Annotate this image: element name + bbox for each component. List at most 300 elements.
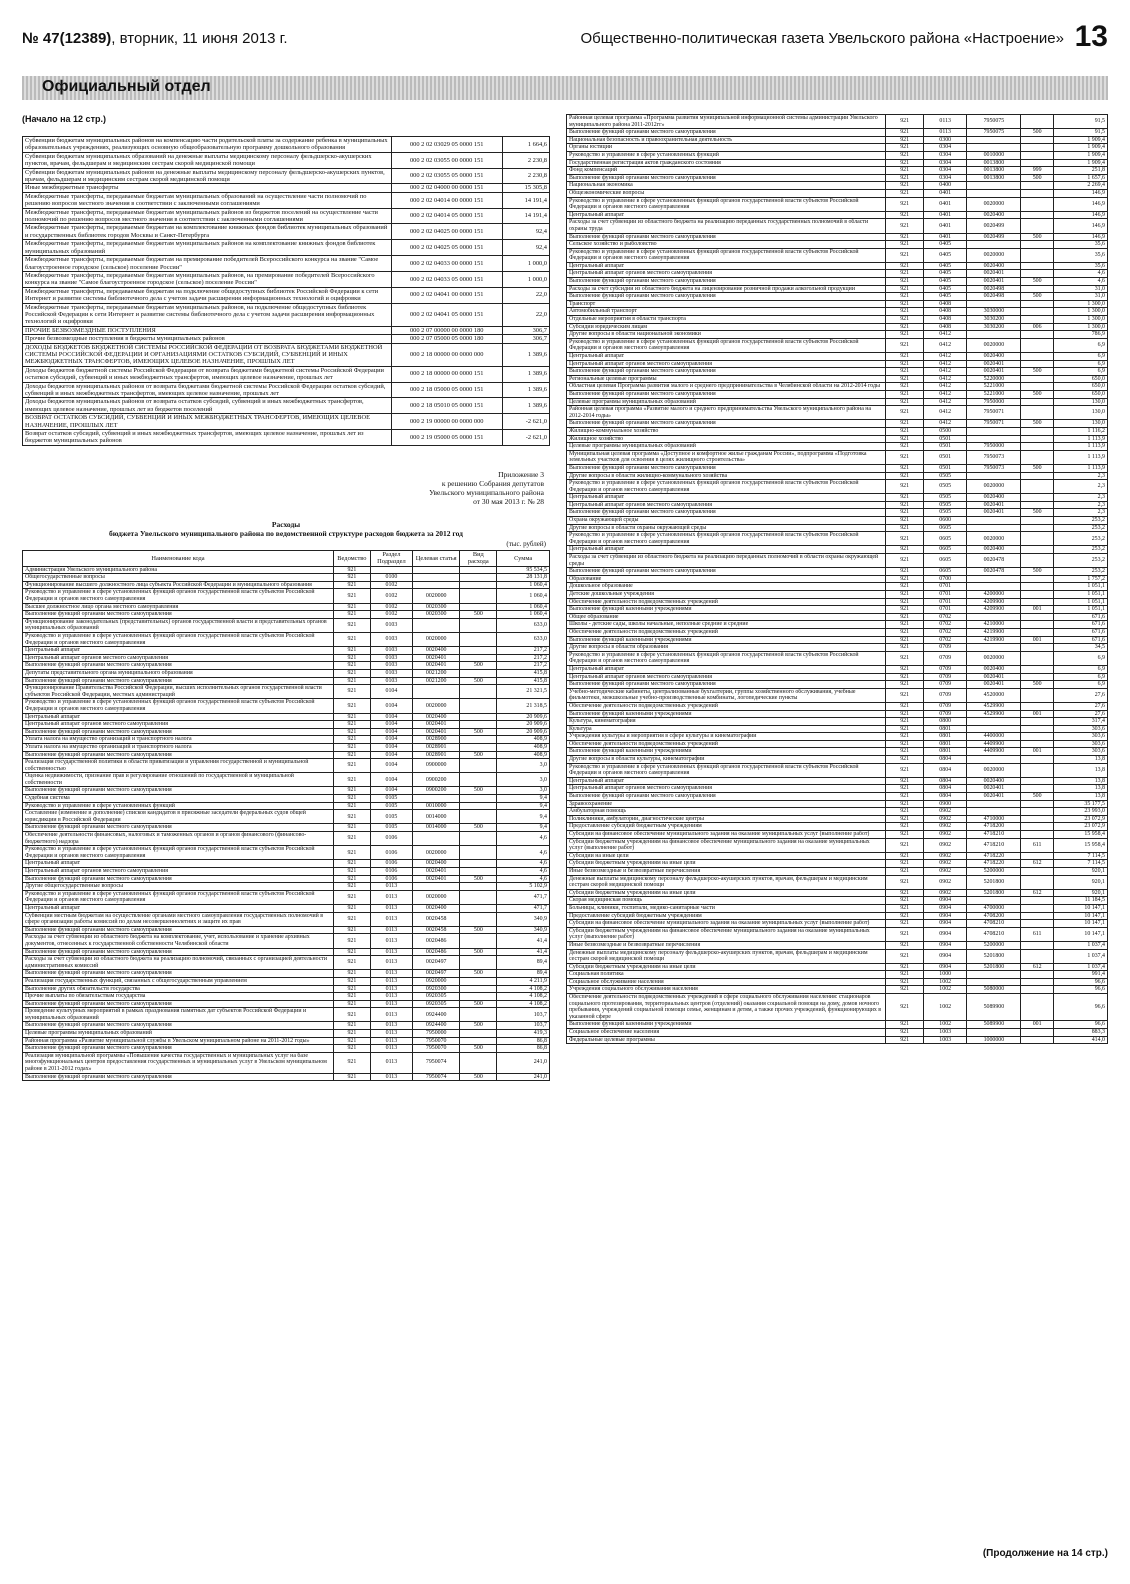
expense-section: 0904: [924, 941, 967, 949]
expense-sum: 6,9: [1053, 368, 1107, 376]
expense-target: 4520000: [967, 688, 1021, 702]
expense-sum: 4,6: [497, 868, 550, 876]
expense-section: 0304: [924, 159, 967, 167]
expense-dept: 921: [333, 736, 370, 744]
table-row: [567, 144, 1108, 152]
expense-type: [1021, 360, 1053, 368]
expense-type: 500: [1021, 174, 1053, 182]
expense-target: 4700000: [967, 904, 1021, 912]
expense-sum: 633,0: [497, 633, 550, 647]
table-row: [567, 583, 1108, 591]
expense-name: Национальная безопасность и правоохранительная деятельность: [567, 136, 886, 144]
expense-section: 0701: [924, 583, 967, 591]
expense-dept: 921: [886, 353, 924, 361]
table-row: [567, 1036, 1108, 1044]
expense-sum: 414,0: [1053, 1036, 1107, 1044]
expense-name: Выполнение функций органами местного самоуправления: [23, 1000, 334, 1008]
table-row: [23, 589, 550, 603]
expense-dept: 921: [886, 262, 924, 270]
page-number: 13: [1074, 20, 1108, 53]
expense-target: 0028901: [412, 743, 459, 751]
expense-type: 001: [1021, 1021, 1053, 1029]
expense-type: [1021, 517, 1053, 525]
expense-section: 0401: [924, 197, 967, 211]
expense-dept: 921: [886, 756, 924, 764]
expense-sum: 415,8: [497, 677, 550, 685]
expense-target: 0920000: [412, 977, 459, 985]
expense-name: Центральный аппарат органов местного самоуправления: [567, 501, 886, 509]
table-row: [567, 920, 1108, 928]
expense-dept: 921: [886, 323, 924, 331]
expense-sum: 1 300,0: [1053, 316, 1107, 324]
expense-type: [460, 618, 497, 632]
expense-name: Руководство и управление в сфере установленных функций органов государственной власти субъектов Российской Федерации и органов местного самоуправления: [23, 890, 334, 904]
expense-type: [1021, 688, 1053, 702]
expense-dept: 921: [333, 868, 370, 876]
expense-sum: 146,9: [1053, 197, 1107, 211]
expense-sum: 9,4: [497, 810, 550, 824]
expense-section: 0412: [924, 398, 967, 406]
expense-section: 0103: [370, 647, 412, 655]
expense-section: 0605: [924, 554, 967, 568]
expense-target: 0900200: [412, 787, 459, 795]
expense-type: [1021, 800, 1053, 808]
table-row: [23, 1052, 550, 1073]
expense-name: Расходы за счет субвенции из областного бюджета на реализацию полномочий, связанных с организацией деятельности административных комиссий: [23, 956, 334, 970]
expense-target: 7950070: [412, 1037, 459, 1045]
income-sum: 15 305,8: [502, 184, 549, 192]
expense-section: 0113: [924, 115, 967, 129]
expense-type: [1021, 472, 1053, 480]
expense-sum: 1 909,4: [1053, 136, 1107, 144]
expense-target: 0020458: [412, 912, 459, 926]
expense-name: Руководство и управление в сфере установленных функций органов государственной власти субъектов Российской Федерации и органов местного самоуправления: [567, 338, 886, 352]
expense-type: [1021, 740, 1053, 748]
expense-section: 0304: [924, 144, 967, 152]
expense-name: Руководство и управление в сфере установленных функций органов государственной власти субъектов Российской Федерации и органов местного самоуправления: [23, 846, 334, 860]
table-row: [23, 581, 550, 589]
expense-section: 0501: [924, 450, 967, 464]
table-row: [567, 316, 1108, 324]
expense-sum: 96,6: [1053, 986, 1107, 994]
expense-sum: 419,3: [497, 1030, 550, 1038]
expense-type: [1021, 756, 1053, 764]
expense-dept: 921: [886, 144, 924, 152]
expense-sum: 21 321,5: [497, 685, 550, 699]
expense-type: [1021, 673, 1053, 681]
expense-type: [1021, 831, 1053, 839]
expense-type: [1021, 702, 1053, 710]
table-row: [567, 501, 1108, 509]
table-row: [567, 524, 1108, 532]
expense-type: [1021, 651, 1053, 665]
income-sum: 1 389,6: [502, 366, 549, 382]
expense-sum: 3,0: [497, 787, 550, 795]
expense-type: [1021, 443, 1053, 451]
expense-section: 0505: [924, 501, 967, 509]
expense-section: 0103: [370, 654, 412, 662]
expense-name: Региональные целевые программы: [567, 375, 886, 383]
expense-dept: 921: [886, 233, 924, 241]
expense-name: Скорая медицинская помощь: [567, 897, 886, 905]
expense-dept: 921: [886, 702, 924, 710]
expense-name: Жилищно-коммунальное хозяйство: [567, 427, 886, 435]
expense-sum: 2,3: [1053, 480, 1107, 494]
expense-dept: 921: [886, 443, 924, 451]
expense-target: [967, 136, 1021, 144]
table-row: [23, 934, 550, 948]
expense-name: Субсидии на финансовое обеспечение муниципального задания на оказание муниципальных услуг (выполнение работ): [567, 831, 886, 839]
income-code: 000 2 02 04041 00 0000 151: [391, 287, 502, 303]
income-row: [23, 208, 550, 224]
income-sum: 1 389,6: [502, 398, 549, 414]
table-row: [567, 725, 1108, 733]
expense-section: 0113: [370, 912, 412, 926]
expense-name: Выполнение функций органами местного самоуправления: [23, 677, 334, 685]
income-row: [23, 343, 550, 366]
expense-type: [460, 1030, 497, 1038]
expense-sum: 1 909,4: [1053, 144, 1107, 152]
expense-target: 0010000: [412, 802, 459, 810]
expense-sum: 6,9: [1053, 681, 1107, 689]
expense-name: Выполнение функций органами местного самоуправления: [567, 681, 886, 689]
expense-target: [967, 808, 1021, 816]
expense-dept: 921: [886, 591, 924, 599]
expense-sum: 10 147,1: [1053, 912, 1107, 920]
expense-type: [1021, 941, 1053, 949]
expense-target: 4200000: [967, 591, 1021, 599]
expense-name: Выполнение функций казенными учреждениями: [567, 636, 886, 644]
expense-target: 7950000: [967, 398, 1021, 406]
expense-sum: 303,6: [1053, 748, 1107, 756]
expense-sum: 671,6: [1053, 628, 1107, 636]
table-row: [567, 628, 1108, 636]
expense-target: 5201800: [967, 875, 1021, 889]
expense-target: 7950000: [967, 443, 1021, 451]
expense-name: Выполнение функций органами местного самоуправления: [23, 728, 334, 736]
income-code: 000 2 02 04033 05 0000 151: [391, 271, 502, 287]
table-row: [567, 740, 1108, 748]
expense-dept: 921: [886, 568, 924, 576]
table-row: [567, 494, 1108, 502]
expense-type: [460, 802, 497, 810]
expense-type: [1021, 554, 1053, 568]
expense-dept: 921: [886, 763, 924, 777]
expense-sum: 1 060,4: [497, 589, 550, 603]
expense-name: Социальное обслуживание населения: [567, 978, 886, 986]
expense-dept: 921: [333, 1008, 370, 1022]
expense-name: Субсидии бюджетным учреждениям на финансовое обеспечение муниципального задания на оказание муниципальных услуг (выполнение работ): [567, 838, 886, 852]
expense-type: 500: [1021, 568, 1053, 576]
expense-name: Социальное обеспечение населения: [567, 1029, 886, 1037]
expense-name: Центральный аппарат органов местного самоуправления: [567, 270, 886, 278]
expense-type: [460, 993, 497, 1001]
expense-sum: 9,4: [497, 802, 550, 810]
expense-name: Субвенции местным бюджетам на осуществление органами местного самоуправления государственных полномочий в сфере организации работы комиссий по делам несовершеннолетних и защите их прав: [23, 912, 334, 926]
expense-name: Районная целевая программа «Развитие малого и среднего предпринимательства Увельского муниципального района на 2012-2014 годы»: [567, 406, 886, 420]
expense-type: [1021, 994, 1053, 1021]
expense-dept: 921: [333, 713, 370, 721]
income-name: Иные межбюджетные трансферты: [23, 184, 392, 192]
expense-target: 4708210: [967, 920, 1021, 928]
expense-sum: 1 051,1: [1053, 583, 1107, 591]
table-row: [567, 115, 1108, 129]
expense-sum: 3,0: [497, 773, 550, 787]
expense-name: Целевые программы муниципальных образований: [567, 443, 886, 451]
expense-dept: 921: [886, 606, 924, 614]
expense-target: [967, 524, 1021, 532]
expense-type: 006: [1021, 323, 1053, 331]
expense-dept: 921: [886, 293, 924, 301]
expense-type: [460, 773, 497, 787]
expense-target: 0014000: [412, 824, 459, 832]
expense-section: 0505: [924, 472, 967, 480]
expense-type: [460, 846, 497, 860]
expense-target: [967, 575, 1021, 583]
expense-name: Выполнение функций органами местного самоуправления: [23, 875, 334, 883]
expense-section: 0113: [370, 970, 412, 978]
expense-type: [460, 743, 497, 751]
table-row: [567, 889, 1108, 897]
income-name: Межбюджетные трансферты, передаваемые бюджетам на комплектование книжных фондов библиотек муниципальных образований и государственных библиотек городов Москвы и Санкт-Петербурга: [23, 224, 392, 240]
expense-target: 0920305: [412, 1000, 459, 1008]
expense-target: 5220000: [967, 375, 1021, 383]
income-code: 000 2 18 00000 00 0000 000: [391, 343, 502, 366]
expense-type: [460, 890, 497, 904]
expense-section: 0113: [370, 1037, 412, 1045]
expense-target: 0020401: [967, 270, 1021, 278]
income-name: Субвенции бюджетам муниципальных образований на денежные выплаты медицинскому персоналу фельдшерско-акушерских пунктов, врачам, фельдшерам и медицинским сестрам скорой медицинской помощи: [23, 152, 392, 168]
expense-type: [460, 912, 497, 926]
expense-name: Органы юстиции: [567, 144, 886, 152]
expense-dept: 921: [333, 647, 370, 655]
expense-target: 7950070: [412, 1045, 459, 1053]
expense-target: 3030200: [967, 323, 1021, 331]
table-row: [567, 815, 1108, 823]
table-row: [567, 182, 1108, 190]
expense-name: Выполнение функций органами местного самоуправления: [567, 174, 886, 182]
expense-type: 500: [460, 875, 497, 883]
expense-sum: 35,6: [1053, 248, 1107, 262]
expense-dept: 921: [886, 875, 924, 889]
expense-target: 7950071: [967, 406, 1021, 420]
expense-name: Выполнение функций органами местного самоуправления: [567, 509, 886, 517]
table-row: [23, 970, 550, 978]
expense-sum: 146,9: [1053, 219, 1107, 233]
expense-dept: 921: [886, 748, 924, 756]
table-row: [567, 189, 1108, 197]
expense-section: 0902: [924, 867, 967, 875]
expense-dept: 921: [886, 368, 924, 376]
expense-type: 001: [1021, 748, 1053, 756]
expense-dept: 921: [886, 248, 924, 262]
expense-target: 4710000: [967, 815, 1021, 823]
expense-name: Выполнение функций органами местного самоуправления: [23, 1045, 334, 1053]
expense-sum: 20 909,6: [497, 728, 550, 736]
table-row: [567, 331, 1108, 339]
table-row: [567, 621, 1108, 629]
table-row: [23, 787, 550, 795]
expense-sum: 86,8: [497, 1045, 550, 1053]
table-row: [567, 233, 1108, 241]
expense-name: Центральный аппарат: [567, 665, 886, 673]
expense-name: Общегосударственные вопросы: [23, 574, 334, 582]
expense-target: [412, 566, 459, 574]
expense-dept: 921: [886, 480, 924, 494]
expense-target: 0020401: [412, 721, 459, 729]
expense-name: Выполнение функций органами местного самоуправления: [23, 787, 334, 795]
expense-target: [967, 472, 1021, 480]
expense-section: 0605: [924, 546, 967, 554]
expense-dept: 921: [333, 1000, 370, 1008]
table-row: [23, 713, 550, 721]
expense-type: [1021, 986, 1053, 994]
header-type: Вид расхода: [460, 550, 497, 566]
expense-section: 0902: [924, 875, 967, 889]
expense-type: 611: [1021, 927, 1053, 941]
expense-name: Функционирование Правительства Российской Федерации, высших исполнительных органов государственной власти субъектов Российской Федерации, местных администраций: [23, 685, 334, 699]
expense-sum: 1 060,4: [497, 581, 550, 589]
expense-type: [1021, 219, 1053, 233]
expense-type: [1021, 897, 1053, 905]
expense-section: 0804: [924, 763, 967, 777]
income-name: Межбюджетные трансферты, передаваемые бюджетам на премирование победителей Всероссийского конкурса на звание "Самое благоустроенное городское (сельское) поселение России": [23, 256, 392, 272]
expense-target: 0924400: [412, 1008, 459, 1022]
expense-dept: 921: [886, 986, 924, 994]
expense-target: [967, 331, 1021, 339]
expense-section: 0902: [924, 815, 967, 823]
expense-type: [460, 654, 497, 662]
expense-sum: 2,3: [1053, 509, 1107, 517]
expense-name: Районная программа «Развитие муниципальной службы в Увельском муниципальном районе на 2011-2012 годы»: [23, 1037, 334, 1045]
expense-section: 0500: [924, 427, 967, 435]
expense-type: [1021, 591, 1053, 599]
expense-type: [1021, 718, 1053, 726]
expense-target: 0021200: [412, 669, 459, 677]
expense-target: [967, 241, 1021, 249]
expense-type: [460, 759, 497, 773]
expense-target: 5089900: [967, 994, 1021, 1021]
expense-name: Денежные выплаты медицинскому персоналу фельдшерско-акушерских пунктов, врачам, фельдшерам и медицинским сестрам скорой медицинской помощи: [567, 949, 886, 963]
income-name: Доходы бюджетов муниципальных районов от возврата остатков субсидий, субвенций и иных межбюджетных трансфертов, имеющих целевое назначение, прошлых лет из бюджетов поселений: [23, 398, 392, 414]
expense-section: 0709: [924, 665, 967, 673]
income-sum: -2 621,0: [502, 430, 549, 446]
expense-target: 0020401: [412, 728, 459, 736]
expense-dept: 921: [886, 725, 924, 733]
income-code: 000 2 19 05000 05 0000 151: [391, 430, 502, 446]
expense-dept: 921: [333, 883, 370, 891]
expense-target: [967, 189, 1021, 197]
expense-sum: 31,0: [1053, 293, 1107, 301]
table-row: [567, 390, 1108, 398]
expense-name: Расходы за счет субвенции из областного бюджета на комплектование, учет, использование и хранение архивных документов, отнесенных к государственной собственности Челябинской области: [23, 934, 334, 948]
income-sum: 1 389,6: [502, 382, 549, 398]
income-sum: 1 664,6: [502, 137, 549, 153]
expenses-title-line-2: бюджета Увельского муниципального района по ведомственной структуре расходов бюджета за 2012 год: [109, 528, 463, 538]
table-row: [567, 360, 1108, 368]
income-row: [23, 137, 550, 153]
table-row: [23, 759, 550, 773]
expense-section: 0801: [924, 733, 967, 741]
expense-dept: 921: [886, 241, 924, 249]
table-row: [567, 480, 1108, 494]
expense-section: 0113: [370, 1073, 412, 1081]
expense-type: [1021, 823, 1053, 831]
expense-section: 0104: [370, 713, 412, 721]
expense-type: 500: [460, 611, 497, 619]
expense-name: Центральный аппарат: [567, 546, 886, 554]
table-row: [567, 450, 1108, 464]
table-row: [567, 823, 1108, 831]
expense-dept: 921: [333, 669, 370, 677]
table-row: [567, 197, 1108, 211]
expense-target: 5080000: [967, 986, 1021, 994]
expense-type: [1021, 546, 1053, 554]
income-sum: 1 000,0: [502, 256, 549, 272]
expense-sum: 4,6: [497, 875, 550, 883]
expense-target: 0020401: [967, 785, 1021, 793]
expense-dept: 921: [886, 383, 924, 391]
expense-sum: 20 909,6: [497, 713, 550, 721]
expense-target: 0020458: [412, 926, 459, 934]
expense-type: [1021, 978, 1053, 986]
expense-sum: 6,9: [1053, 673, 1107, 681]
expense-section: 0102: [370, 581, 412, 589]
income-row: [23, 398, 550, 414]
expense-type: [460, 956, 497, 970]
expense-dept: 921: [333, 728, 370, 736]
expense-section: 0801: [924, 725, 967, 733]
table-row: [567, 636, 1108, 644]
expense-sum: 96,6: [1053, 994, 1107, 1021]
expense-type: [1021, 949, 1053, 963]
income-code: 000 2 02 03055 05 0000 151: [391, 168, 502, 184]
expense-target: 7950075: [967, 129, 1021, 137]
expense-section: 0100: [370, 574, 412, 582]
expense-name: Руководство и управление в сфере установленных функций органов государственной власти субъектов Российской Федерации и органов местного самоуправления: [567, 197, 886, 211]
expense-sum: 4 108,2: [497, 985, 550, 993]
expense-type: 500: [460, 926, 497, 934]
expense-dept: 921: [886, 994, 924, 1021]
expense-dept: 921: [886, 338, 924, 352]
expense-sum: 1 113,9: [1053, 443, 1107, 451]
expense-dept: 921: [886, 189, 924, 197]
expense-section: 0113: [370, 1045, 412, 1053]
section-title: Официальный отдел: [42, 78, 211, 95]
expense-type: [1021, 151, 1053, 159]
expense-sum: 1 300,0: [1053, 323, 1107, 331]
expense-dept: 921: [886, 390, 924, 398]
expense-name: Руководство и управление в сфере установленных функций органов государственной власти субъектов Российской Федерации и органов местного самоуправления: [567, 532, 886, 546]
expense-sum: 671,6: [1053, 636, 1107, 644]
expense-target: 0010000: [967, 151, 1021, 159]
table-row: [23, 795, 550, 803]
expense-target: 4708200: [967, 912, 1021, 920]
expense-type: [1021, 308, 1053, 316]
expense-target: 4718220: [967, 860, 1021, 868]
expense-dept: 921: [886, 398, 924, 406]
expense-name: Руководство и управление в сфере установленных функций: [567, 151, 886, 159]
expense-dept: 921: [333, 890, 370, 904]
expense-target: 0020000: [412, 633, 459, 647]
expense-type: [460, 1037, 497, 1045]
expense-type: 500: [1021, 681, 1053, 689]
table-row: [567, 875, 1108, 889]
expense-dept: 921: [333, 654, 370, 662]
expense-target: 0020401: [412, 654, 459, 662]
expense-section: 0412: [924, 360, 967, 368]
table-row: [567, 777, 1108, 785]
